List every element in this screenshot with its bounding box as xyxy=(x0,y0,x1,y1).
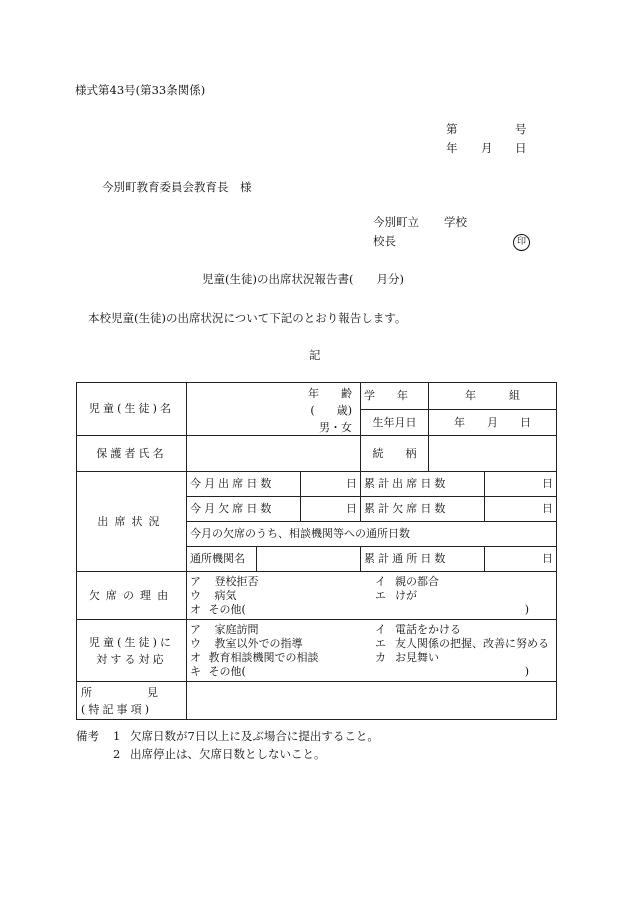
notes-label: 備考 xyxy=(76,729,99,743)
date-year: 年 xyxy=(446,141,458,155)
findings-label xyxy=(77,682,187,720)
addressee: 今別町教育委員会教育長 様 xyxy=(102,180,252,194)
absent-this-month-label: 今月欠席日数 xyxy=(187,497,301,522)
response-mark-ki: キ xyxy=(190,664,201,678)
response-mark-o: オ xyxy=(190,650,201,664)
facility-name-label: 通所機関名 xyxy=(187,547,257,572)
findings-value[interactable] xyxy=(187,682,557,720)
reason-row xyxy=(190,575,553,589)
response-outside-class[interactable]: 教室以外での指導 xyxy=(214,636,303,650)
response-label-line1: 児童(生徒)に xyxy=(88,635,175,649)
birthdate-label: 生年月日 xyxy=(361,410,429,436)
school-town: 今別町立 xyxy=(373,215,419,229)
response-label xyxy=(77,620,187,682)
cumulative-visits-label: 累計通所日数 xyxy=(361,547,485,572)
response-options[interactable] xyxy=(187,620,557,682)
reason-label: 欠席の理由 xyxy=(77,572,187,620)
response-label-line2: 対する対応 xyxy=(96,652,167,666)
doc-number-suffix: 号 xyxy=(515,122,527,136)
present-this-month-value[interactable]: 日 xyxy=(301,472,361,497)
findings-label-line2: (特記事項) xyxy=(81,702,153,716)
response-mark-e: エ xyxy=(375,636,386,650)
form-number: 様式第43号(第33条関係) xyxy=(75,83,206,97)
absent-this-month-value[interactable]: 日 xyxy=(301,497,361,522)
cumulative-absent-label: 累計欠席日数 xyxy=(361,497,485,522)
date-day: 日 xyxy=(515,141,527,155)
note-2-text: 出席停止は、欠席日数としないこと。 xyxy=(130,747,326,761)
cumulative-absent-value[interactable]: 日 xyxy=(485,497,557,522)
reason-options[interactable] xyxy=(187,572,557,620)
reason-school-refusal[interactable]: 登校拒否 xyxy=(214,574,259,588)
reason-other-close: ) xyxy=(524,602,530,616)
reason-injury[interactable]: けが xyxy=(395,588,417,602)
guardian-label: 保護者氏名 xyxy=(77,436,187,472)
present-this-month-label: 今月出席日数 xyxy=(187,472,301,497)
doc-number-prefix: 第 xyxy=(446,122,458,136)
reason-row xyxy=(190,589,553,603)
facility-name-value[interactable] xyxy=(257,547,361,572)
response-counseling[interactable]: 教育相談機関での相談 xyxy=(208,650,319,664)
note-1-text: 欠席日数が7日以上に及ぶ場合に提出すること。 xyxy=(130,729,379,743)
child-name-label: 児童(生徒)名 xyxy=(77,383,187,436)
child-name-cell[interactable] xyxy=(187,383,361,436)
principal-label: 校長 xyxy=(373,234,396,248)
reason-mark-o: オ xyxy=(190,602,201,616)
response-mark-i: イ xyxy=(375,622,386,636)
relation-label: 続 柄 xyxy=(361,436,429,472)
response-row xyxy=(190,637,553,651)
age-label: 年 齢 xyxy=(308,387,353,400)
response-row xyxy=(190,623,553,637)
grade-value[interactable]: 年 組 xyxy=(429,383,557,410)
cumulative-present-value[interactable]: 日 xyxy=(485,472,557,497)
reason-mark-u: ウ xyxy=(190,588,201,602)
response-mark-a: ア xyxy=(190,622,201,636)
cumulative-present-label: 累計出席日数 xyxy=(361,472,485,497)
birthdate-value[interactable]: 年 月 日 xyxy=(429,410,557,436)
age-unit: ( 歳) xyxy=(310,404,353,417)
response-friendships[interactable]: 友人関係の把握、改善に努める xyxy=(395,636,549,650)
sex-select[interactable]: 男・女 xyxy=(319,421,353,434)
attendance-label: 出席状況 xyxy=(77,472,187,572)
note-1-number: 1 xyxy=(113,729,121,743)
relation-value-cell[interactable] xyxy=(429,436,557,472)
grade-label: 学 年 xyxy=(361,383,429,410)
consult-note: 今月の欠席のうち、相談機関等への通所日数 xyxy=(187,522,557,547)
reason-mark-e: エ xyxy=(375,588,386,602)
response-visit-sick[interactable]: お見舞い xyxy=(395,650,439,664)
reason-illness[interactable]: 病気 xyxy=(214,588,237,602)
response-mark-u: ウ xyxy=(190,636,201,650)
response-phone-call[interactable]: 電話をかける xyxy=(395,622,461,636)
report-intro: 本校児童(生徒)の出席状況について下記のとおり報告します。 xyxy=(88,311,407,325)
ki-heading: 記 xyxy=(309,348,321,362)
reason-row xyxy=(190,603,553,617)
seal-mark: 印 xyxy=(513,234,530,251)
school-suffix: 学校 xyxy=(444,215,467,229)
response-row xyxy=(190,651,553,665)
guardian-name-cell[interactable] xyxy=(187,436,361,472)
reason-parent[interactable]: 親の都合 xyxy=(395,574,439,588)
response-other[interactable]: その他( xyxy=(208,664,246,678)
attendance-report-table xyxy=(76,382,557,720)
note-2-number: 2 xyxy=(113,747,121,761)
date-month: 月 xyxy=(481,141,493,155)
response-row xyxy=(190,665,553,679)
response-home-visit[interactable]: 家庭訪問 xyxy=(214,622,259,636)
response-mark-ka: カ xyxy=(375,650,386,664)
response-other-close: ) xyxy=(524,664,530,678)
reason-other[interactable]: その他( xyxy=(208,602,246,616)
reason-mark-a: ア xyxy=(190,574,201,588)
reason-mark-i: イ xyxy=(375,574,386,588)
findings-label-line1: 所 見 xyxy=(81,685,158,699)
cumulative-visits-value[interactable]: 日 xyxy=(485,547,557,572)
report-title: 児童(生徒)の出席状況報告書( 月分) xyxy=(202,272,404,286)
